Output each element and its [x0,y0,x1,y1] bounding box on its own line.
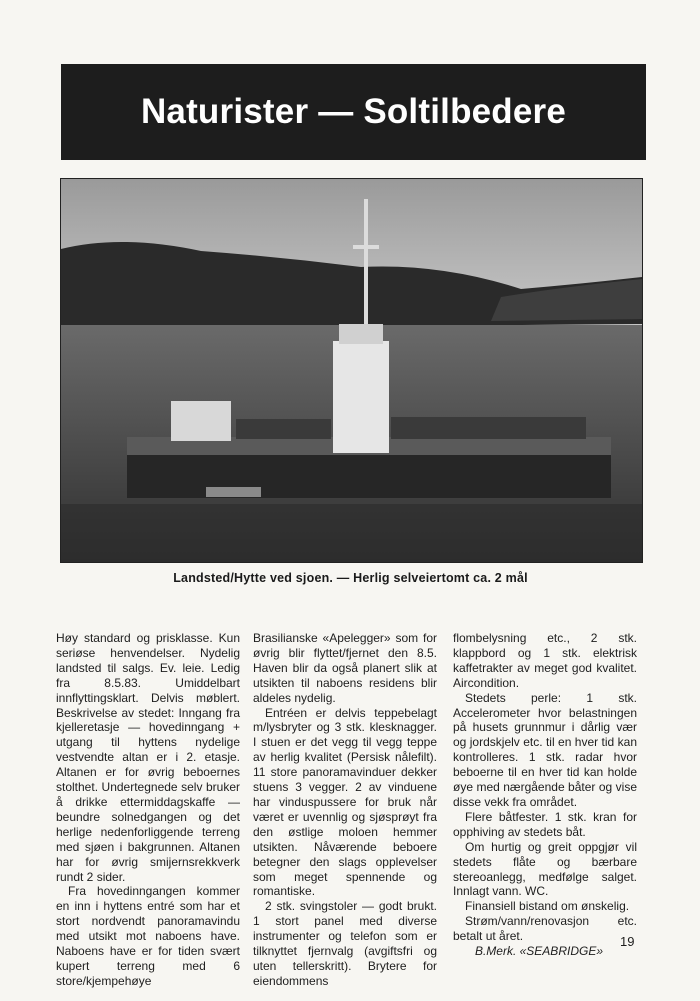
article-title: Naturister — Soltilbedere [140,92,567,131]
title-banner [61,64,646,160]
paragraph: flombelysning etc., 2 stk. klappbord og 1 stk. elektrisk kaffetrakter av meget god kvalitet. Aircondition. [453,631,637,690]
barge-hull [127,454,611,498]
paragraph: Entréen er delvis teppebelagt m/lysbryter og 3 stk. klesknagger. I stuen er det vegg til vegg teppe av herlig kvalitet (Persisk nålefilt). 11 store panoramavinduer dekker stuens 3 vegger. 2 av vinduene har vinduspussere for bruk når været er uvennlig og sjøsprøyt fra den østlige moloen hemmer utsikten. Nåværende beboere betegner den slags opplevelser som meget spennende og romantiske. [253,705,437,899]
paragraph: Flere båtfester. 1 stk. kran for opphiving av stedets båt. [453,809,637,839]
deck-house [171,401,231,441]
small-boat [206,487,261,497]
ship-illustration [61,179,642,562]
column-1 [56,631,240,989]
paragraph: Strøm/vann/renovasjon etc. betalt ut året. [453,914,637,944]
column-3 [453,631,637,959]
paragraph: 2 stk. svingstoler — godt brukt. 1 stort panel med diverse instrumenter og telefon som er tilknyttet fjernvalg (avgiftsfri og uten tellerskritt). Brytere for eiendommens [253,899,437,988]
paragraph: Om hurtig og greit oppgjør vil stedets flåte og bærbare stereoanlegg, medfølge salget. Innlagt vann. WC. [453,839,637,899]
column-2 [253,631,437,989]
winches [236,419,331,439]
signature: B.Merk. «SEABRIDGE» [474,944,603,959]
paragraph: Brasilianske «Apelegger» som for øvrig blir flyttet/fjernet den 8.5. Haven blir da også planert slik at utsikten til naboens residens blir aldeles nydelig. [253,631,437,705]
deck-equipment [391,417,586,439]
paragraph: Fra hovedinngangen kommer en inn i hyttens entré som har et stort nordvendt panoramavindu med utsikt mot naboens have. Naboens have er for tiden svært kupert terreng med 6 store/kjempehøye [56,884,240,988]
page-number: 19 [620,934,635,949]
paragraph: Finansiell bistand om ønskelig. [465,899,630,914]
bridge-tower [333,341,389,453]
ship-photo [60,178,643,563]
paragraph: Stedets perle: 1 stk. Accelerometer hvor belastningen på husets grunnmur i dårlig vær og jordskjelv etc. til en hver tid kan kontrolleres. 1 stk. radar hvor beboerne til en hver tid kan holde øye med nærgående båter og vise disse vekk fra området. [453,690,637,809]
reflection [61,504,642,562]
photo-caption: Landsted/Hytte ved sjoen. — Herlig selveiertomt ca. 2 mål [173,571,528,585]
wheelhouse [339,324,383,344]
paragraph: Høy standard og prisklasse. Kun seriøse henvendelser. Nydelig landsted til salgs. Ev. leie. Ledig fra 8.5.83. Umiddelbart innflyttingsklart. Delvis møblert. Beskrivelse av stedet: Inngang fra kjelleretasje — hovedinngang + utgang til hyttens nydelige vestvendte altan er i 2. etasje. Altanen er for øvrig beboernes stolthet. Undertegnede selv bruker å drikke ettermiddagskaffe — beundre solnedgangen og det herlige nedenforliggende terreng med sjøen i bakgrunnen. Altanen har for øvrig smijernsrekkverk rundt 2 sider. [56,631,240,884]
